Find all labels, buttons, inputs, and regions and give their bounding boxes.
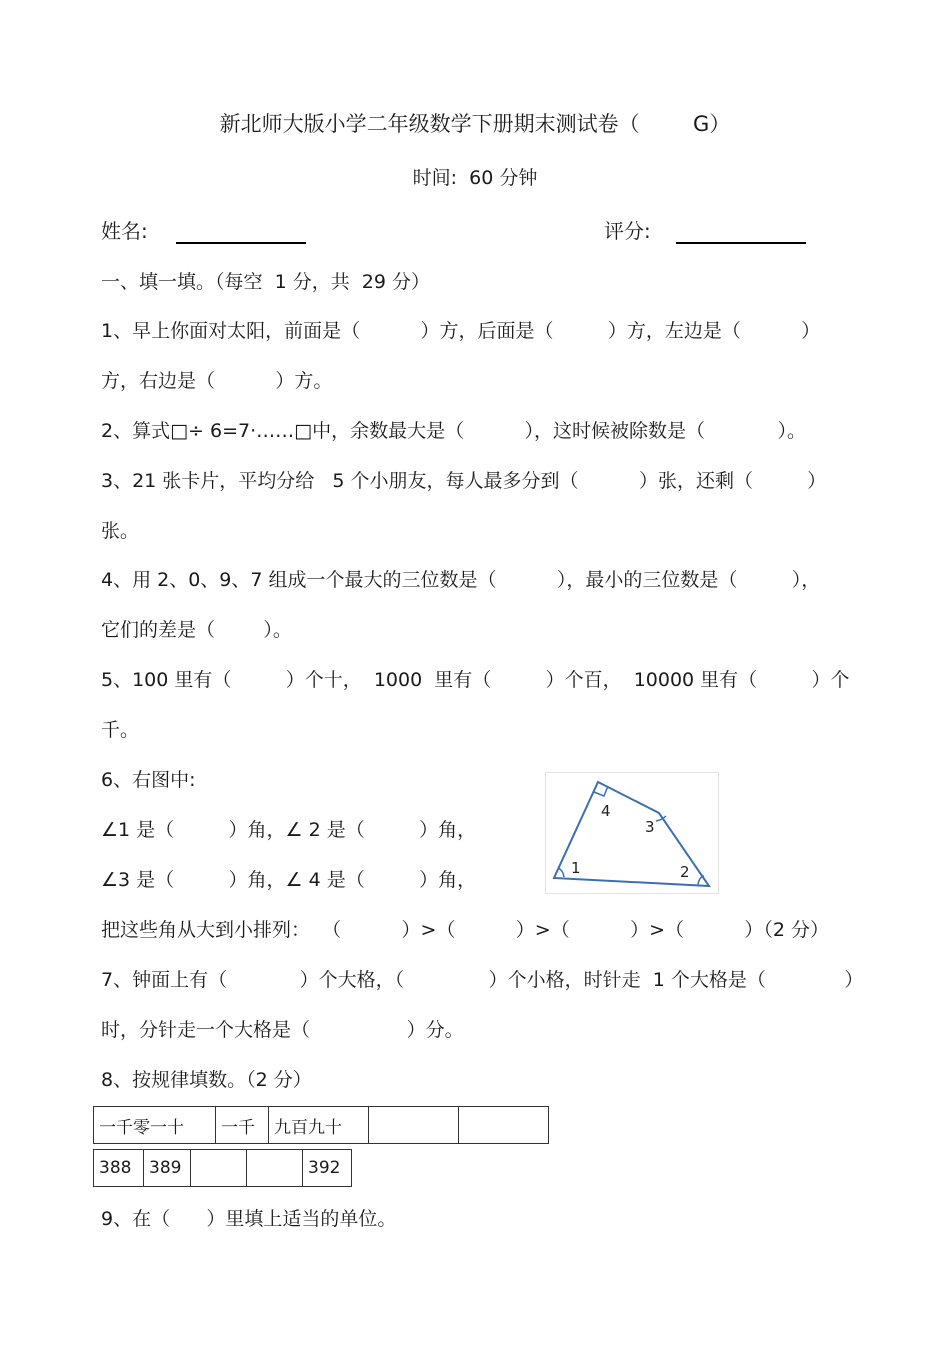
pattern-answer-cell[interactable]	[247, 1150, 303, 1187]
question-6-line-4: 把这些角从大到小排列： （ ）>（ ）>（ ）>（ ）（2 分）	[101, 919, 830, 941]
pattern-answer-cell[interactable]	[191, 1150, 247, 1187]
pattern-table-row-2	[93, 1149, 352, 1187]
pattern-cell: 392	[303, 1150, 352, 1187]
question-4-line-2: 它们的差是（ ）。	[101, 619, 292, 641]
pattern-cell: 388	[94, 1150, 144, 1187]
question-2: 2、算式□÷ 6=7·……□中，余数最大是（ ），这时候被除数是（ ）。	[101, 420, 806, 442]
question-6-line-3: ∠3 是（ ）角，∠ 4 是（ ）角，	[101, 869, 477, 891]
question-3-line-2: 张。	[101, 520, 140, 542]
question-5-line-1: 5、100 里有（ ）个十， 1000 里有（ ）个百， 10000 里有（ ）个	[101, 669, 850, 691]
question-6-line-2: ∠1 是（ ）角，∠ 2 是（ ）角，	[101, 819, 477, 841]
pattern-answer-cell[interactable]	[459, 1107, 549, 1144]
time-limit: 时间: 60 分钟	[412, 167, 538, 189]
pattern-table-row-1	[93, 1106, 549, 1144]
name-blank[interactable]	[176, 242, 306, 244]
question-1-line-2: 方，右边是（ ）方。	[101, 370, 333, 392]
pattern-cell: 一千	[216, 1107, 269, 1144]
section-heading: 一、填一填。（每空 1 分，共 29 分）	[101, 271, 431, 293]
question-5-line-2: 千。	[101, 719, 140, 741]
question-1-line-1: 1、早上你面对太阳，前面是（ ）方，后面是（ ）方，左边是（ ）	[101, 320, 821, 342]
question-4-line-1: 4、用 2、0、9、7 组成一个最大的三位数是（ ），最小的三位数是（ ），	[101, 569, 821, 591]
pattern-answer-cell[interactable]	[369, 1107, 459, 1144]
question-7-line-1: 7、钟面上有（ ）个大格，（ ）个小格，时针走 1 个大格是（ ）	[101, 969, 864, 991]
angle-label-3: 3	[645, 818, 655, 836]
question-9: 9、在（ ）里填上适当的单位。	[101, 1208, 397, 1230]
page-title: 新北师大版小学二年级数学下册期末测试卷（ G）	[219, 112, 731, 136]
pattern-cell: 389	[144, 1150, 191, 1187]
question-7-line-2: 时，分针走一个大格是（ ）分。	[101, 1019, 464, 1041]
question-3-line-1: 3、21 张卡片，平均分给 5 个小朋友，每人最多分到（ ）张，还剩（ ）	[101, 470, 827, 492]
pattern-cell: 九百九十	[269, 1107, 369, 1144]
score-blank[interactable]	[676, 242, 806, 244]
angle-label-2: 2	[680, 863, 690, 881]
angle-label-4: 4	[601, 802, 611, 820]
score-label: 评分:	[604, 219, 651, 243]
quadrilateral-diagram	[546, 773, 718, 893]
pattern-cell: 一千零一十	[94, 1107, 216, 1144]
question-8: 8、按规律填数。（2 分）	[101, 1069, 312, 1091]
angle-label-1: 1	[571, 859, 581, 877]
name-label: 姓名:	[101, 219, 148, 243]
quadrilateral-figure	[545, 772, 719, 894]
question-6-line-1: 6、右图中:	[101, 769, 196, 791]
